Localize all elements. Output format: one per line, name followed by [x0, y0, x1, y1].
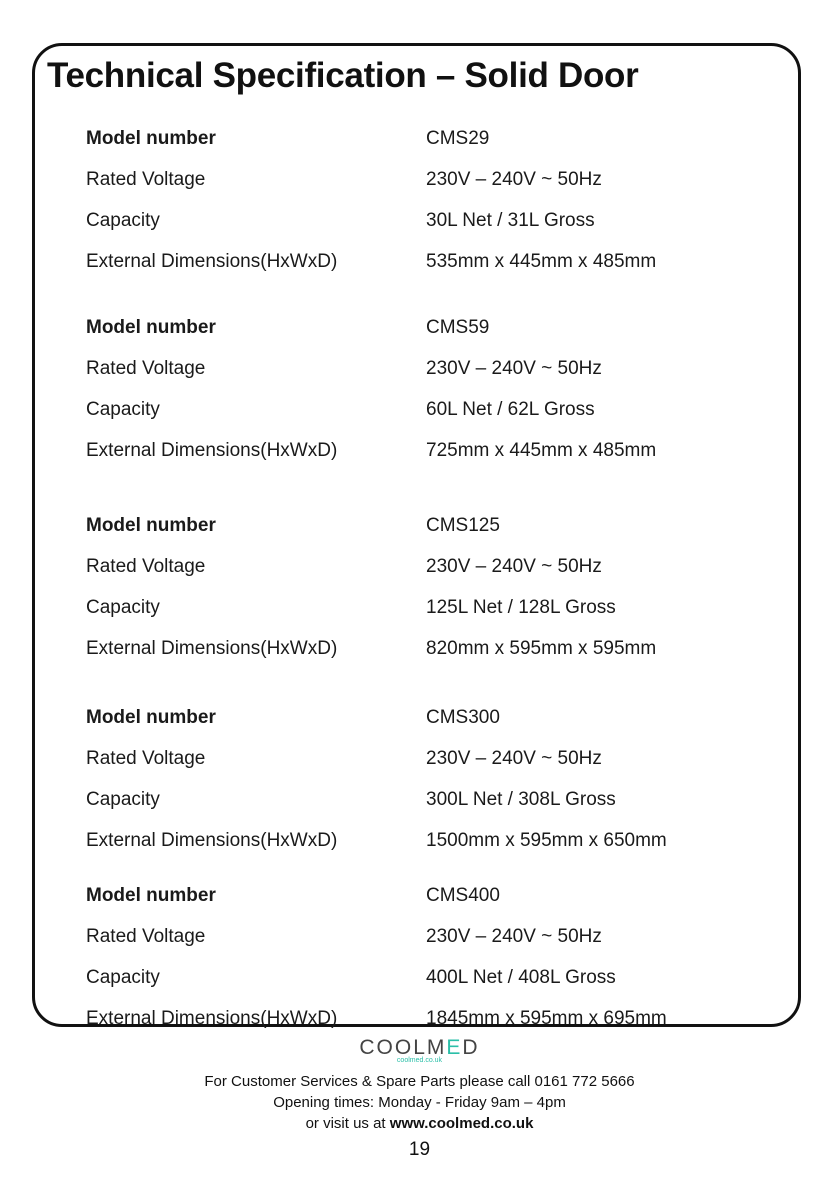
spec-row — [86, 546, 746, 587]
visit-line — [0, 1113, 839, 1134]
spec-value: 300L Net / 308L Gross — [426, 789, 616, 810]
logo-subtext: coolmed.co.uk — [396, 1057, 443, 1064]
spec-value: CMS400 — [426, 885, 500, 906]
spec-value: 230V – 240V ~ 50Hz — [426, 358, 602, 379]
spec-label: External Dimensions(HxWxD) — [86, 1008, 338, 1029]
spec-label: Capacity — [86, 597, 160, 618]
spec-row — [86, 875, 746, 916]
spec-label: Model number — [86, 515, 216, 536]
spec-row — [86, 957, 746, 998]
spec-row — [86, 505, 746, 546]
spec-value: 230V – 240V ~ 50Hz — [426, 556, 602, 577]
spec-value: 230V – 240V ~ 50Hz — [426, 748, 602, 769]
spec-label: Capacity — [86, 967, 160, 988]
spec-group-cms125 — [86, 505, 746, 669]
spec-row — [86, 820, 746, 861]
spec-value: 820mm x 595mm x 595mm — [426, 638, 657, 659]
customer-services-line: For Customer Services & Spare Parts please call 0161 772 5666 — [204, 1073, 635, 1090]
page-title: Technical Specification – Solid Door — [47, 56, 639, 95]
spec-row — [86, 159, 746, 200]
spec-label: Rated Voltage — [86, 169, 206, 190]
spec-label: Model number — [86, 317, 216, 338]
spec-row — [86, 916, 746, 957]
spec-row — [86, 779, 746, 820]
spec-value: 60L Net / 62L Gross — [426, 399, 595, 420]
spec-label: External Dimensions(HxWxD) — [86, 638, 338, 659]
spec-label: Rated Voltage — [86, 358, 206, 379]
spec-row — [86, 998, 746, 1039]
spec-value: 230V – 240V ~ 50Hz — [426, 169, 602, 190]
contact-info — [0, 1071, 839, 1134]
spec-value: CMS125 — [426, 515, 500, 536]
spec-value: 125L Net / 128L Gross — [426, 597, 616, 618]
spec-label: External Dimensions(HxWxD) — [86, 830, 338, 851]
spec-value: 230V – 240V ~ 50Hz — [426, 926, 602, 947]
spec-label: Model number — [86, 707, 216, 728]
spec-row — [86, 738, 746, 779]
spec-row — [86, 389, 746, 430]
spec-value: CMS29 — [426, 128, 490, 149]
opening-times-line: Opening times: Monday - Friday 9am – 4pm — [273, 1094, 566, 1111]
spec-label: External Dimensions(HxWxD) — [86, 251, 338, 272]
website-link[interactable]: www.coolmed.co.uk — [389, 1115, 534, 1132]
spec-row — [86, 200, 746, 241]
spec-label: External Dimensions(HxWxD) — [86, 440, 338, 461]
visit-prefix: or visit us at — [305, 1115, 390, 1132]
spec-group-cms29 — [86, 118, 746, 282]
spec-value: 725mm x 445mm x 485mm — [426, 440, 657, 461]
logo-text-end: D — [462, 1036, 480, 1059]
logo-text-main: COOLM — [359, 1036, 447, 1059]
spec-value: 30L Net / 31L Gross — [426, 210, 595, 231]
spec-value: 1845mm x 595mm x 695mm — [426, 1008, 667, 1029]
spec-label: Rated Voltage — [86, 556, 206, 577]
spec-group-cms59 — [86, 307, 746, 471]
spec-row — [86, 628, 746, 669]
spec-group-cms400 — [86, 875, 746, 1039]
coolmed-logo — [0, 1036, 839, 1064]
spec-label: Model number — [86, 128, 216, 149]
spec-row — [86, 307, 746, 348]
spec-value: 400L Net / 408L Gross — [426, 967, 616, 988]
spec-label: Rated Voltage — [86, 748, 206, 769]
spec-value: 1500mm x 595mm x 650mm — [426, 830, 667, 851]
logo-text-accent: E — [446, 1036, 463, 1059]
spec-row — [86, 348, 746, 389]
spec-value: CMS59 — [426, 317, 490, 338]
page-number: 19 — [408, 1139, 431, 1160]
spec-label: Rated Voltage — [86, 926, 206, 947]
spec-label: Capacity — [86, 399, 160, 420]
spec-row — [86, 241, 746, 282]
spec-row — [86, 430, 746, 471]
spec-row — [86, 697, 746, 738]
spec-value: CMS300 — [426, 707, 500, 728]
spec-group-cms300 — [86, 697, 746, 861]
spec-label: Capacity — [86, 210, 160, 231]
spec-label: Capacity — [86, 789, 160, 810]
spec-label: Model number — [86, 885, 216, 906]
spec-row — [86, 587, 746, 628]
spec-row — [86, 118, 746, 159]
spec-value: 535mm x 445mm x 485mm — [426, 251, 657, 272]
